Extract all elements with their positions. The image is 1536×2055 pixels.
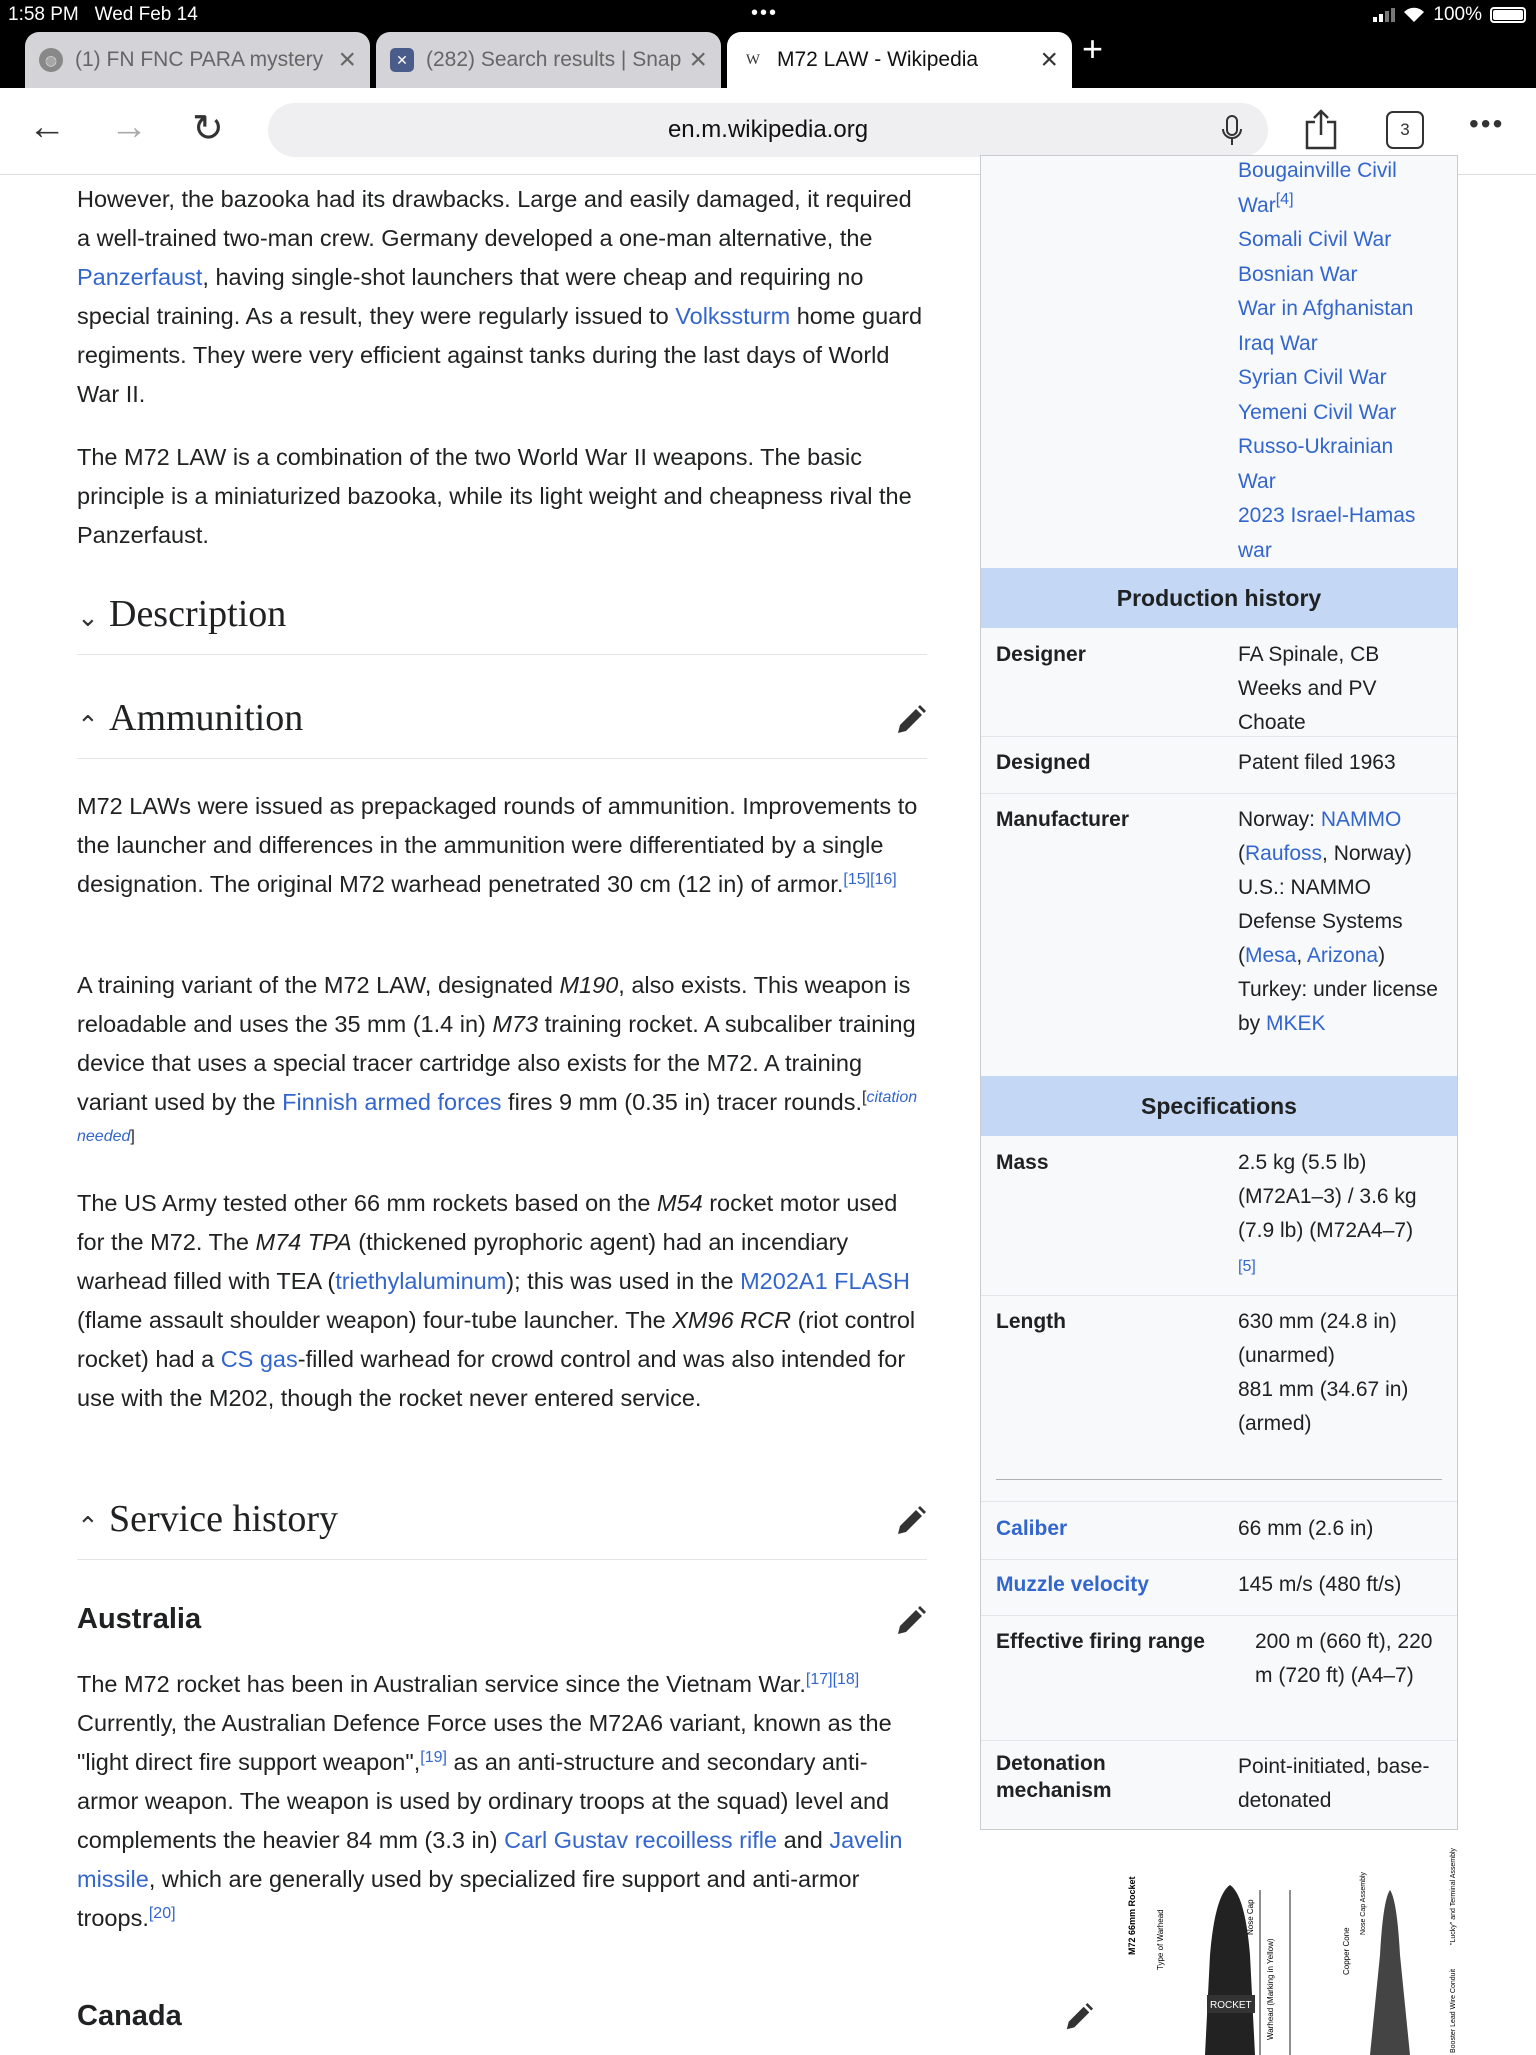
wikipedia-icon: W <box>745 51 761 68</box>
link-israel-hamas-war[interactable]: 2023 Israel-Hamas <box>1238 504 1416 527</box>
rocket-diagram-image[interactable] <box>1115 1847 1465 2055</box>
heading-australia: Australia <box>77 1603 202 1635</box>
infobox-row-caliber: Caliber 66 mm (2.6 in) <box>981 1501 1457 1560</box>
link-bougainville-war[interactable]: Bougainville Civil War <box>1238 159 1397 217</box>
paragraph-m72-combination: The M72 LAW is a combination of the two World War II weapons. The basic principle is a miniaturized bazooka, while its light weight and cheapness rival the Panzerfaust. <box>77 444 912 548</box>
edit-pencil-icon[interactable] <box>895 1505 927 1537</box>
diagram-label-nose: Nose Cap <box>1246 1899 1255 1935</box>
globe-icon: ◍ <box>39 48 63 72</box>
battery-icon <box>1490 7 1526 23</box>
browser-chrome <box>0 0 1536 174</box>
edit-pencil-icon[interactable] <box>1064 2002 1094 2032</box>
infobox-row-manufacturer: Manufacturer Norway: NAMMO (Raufoss, Norway) U.S.: NAMMO Defense Systems (Mesa, Arizona) Turkey: under license by MKEK <box>996 808 1438 1035</box>
edit-pencil-icon[interactable] <box>895 1605 927 1637</box>
link-syrian-civil-war[interactable]: Syrian Civil War <box>1238 366 1387 389</box>
tab-count-button[interactable]: 3 <box>1386 111 1424 149</box>
diagram-label-marking: Warhead (Marking in Yellow) <box>1266 1938 1275 2040</box>
link-somali-civil-war[interactable]: Somali Civil War <box>1238 228 1392 251</box>
share-icon[interactable] <box>1303 108 1339 152</box>
link-israel-hamas-war-2[interactable]: war <box>1238 538 1272 562</box>
address-bar[interactable]: en.m.wikipedia.org <box>268 103 1268 157</box>
link-javelin-missile[interactable]: Javelin missile <box>77 1827 903 1892</box>
signal-icon <box>1373 8 1395 22</box>
infobox-row-detonation: Detonation mechanism Point-initiated, base-detonated <box>996 1752 1430 1812</box>
link-m202a1-flash[interactable]: M202A1 FLASH <box>740 1268 910 1294</box>
infobox-header-specifications: Specifications <box>981 1076 1457 1136</box>
link-panzerfaust[interactable]: Panzerfaust <box>77 264 203 290</box>
tab-strip <box>0 30 1536 88</box>
infobox-row-mass: Mass 2.5 kg (5.5 lb) (M72A1–3) / 3.6 kg (7.9 lb) (M72A4–7) [5] <box>981 1136 1457 1296</box>
ref-17[interactable]: [17] <box>805 1671 833 1688</box>
ref-18[interactable]: [18] <box>832 1671 860 1688</box>
ref-5[interactable]: [5] <box>1238 1258 1256 1275</box>
heading-canada: Canada <box>77 2000 182 2032</box>
ref-4[interactable]: [4] <box>1275 190 1294 208</box>
ref-15[interactable]: [15] <box>843 871 871 888</box>
battery-percent: 100% <box>1433 4 1482 25</box>
paragraph-ammunition: M72 LAWs were issued as prepackaged rounds of ammunition. Improvements to the launcher and differences in the ammunition were differentiated by a single designation. The original M72 warhead penetrated 30 cm (12 in) of armor.[15][16] <box>77 793 918 897</box>
diagram-label-warhead: Type of Warhead <box>1156 1909 1165 1970</box>
section-ammunition[interactable] <box>77 688 927 759</box>
paragraph-training-variant: A training variant of the M72 LAW, designated M190, also exists. This weapon is reloadable and uses the 35 mm (1.4 in) M73 training rocket. A subcaliber training device that uses a special tracer cartridge also exists for the M72. A training variant used by the Finnish armed forces fires 9 mm (0.35 in) tracer rounds.[citation needed] <box>77 972 918 1145</box>
chevron-up-icon[interactable]: ⌃ <box>77 710 99 740</box>
link-yemeni-civil-war[interactable]: Yemeni Civil War <box>1238 400 1397 424</box>
link-arizona[interactable]: Arizona <box>1306 944 1379 967</box>
tab-fnc-para[interactable] <box>25 32 370 88</box>
infobox-divider <box>996 1479 1442 1480</box>
link-russo-ukrainian-war[interactable]: Russo-Ukrainian <box>1238 435 1394 458</box>
infobox <box>980 155 1458 1830</box>
infobox-header-production: Production history <box>981 568 1457 628</box>
wifi-icon <box>1403 7 1425 23</box>
edit-pencil-icon[interactable] <box>895 704 927 736</box>
link-raufoss[interactable]: Raufoss <box>1245 842 1323 865</box>
infobox-row-length: Length 630 mm (24.8 in) (unarmed) 881 mm (34.67 in) (armed) <box>996 1310 1409 1435</box>
link-caliber[interactable]: Caliber <box>996 1517 1068 1540</box>
status-right <box>1373 4 1526 26</box>
ref-20[interactable]: [20] <box>148 1905 176 1922</box>
section-description[interactable] <box>77 584 927 655</box>
reload-icon[interactable]: ↻ <box>192 108 224 150</box>
microphone-icon[interactable] <box>1220 114 1244 148</box>
link-mkek[interactable]: MKEK <box>1266 1012 1326 1035</box>
paragraph-bazooka: However, the bazooka had its drawbacks. Large and easily damaged, it required a well-trained two-man crew. Germany developed a one-man alternative, the Panzerfaust, having single-shot launchers that were cheap and requiring no special training. As a result, they were regularly issued to Volkssturm home guard regiments. They were very efficient against tanks during the last days of World War II. <box>77 186 923 407</box>
link-volkssturm[interactable]: Volkssturm <box>675 303 791 329</box>
link-cs-gas[interactable]: CS gas <box>220 1346 298 1372</box>
diagram-label-rocket: M72 66mm Rocket <box>1127 1876 1137 1955</box>
app-icon: ✕ <box>390 48 414 72</box>
link-triethylaluminum[interactable]: triethylaluminum <box>335 1268 507 1294</box>
ref-19[interactable]: [19] <box>420 1749 447 1766</box>
heading-description: Description <box>109 593 287 635</box>
tab-search-results[interactable] <box>376 32 721 88</box>
diagram-label-lucky: "Lucky" and Terminal Assembly <box>1450 1847 1457 1945</box>
diagram-label-cone: Copper Cone <box>1342 1927 1351 1975</box>
page-content <box>0 159 1536 2053</box>
diagram-label-nose-assembly: Nose Cap Assembly <box>1360 1871 1367 1935</box>
infobox-row-effective-range: Effective firing range 200 m (660 ft), 220 m (720 ft) (A4–7) <box>981 1615 1457 1741</box>
paragraph-other-rockets: The US Army tested other 66 mm rockets based on the M54 rocket motor used for the M72. The M74 TPA (thickened pyrophoric agent) had an incendiary warhead filled with TEA (triethylaluminum); this was used in the M202A1 FLASH (flame assault shoulder weapon) four-tube launcher. The XM96 RCR (riot control rocket) had a CS gas-filled warhead for crowd control and was also intended for use with the M202, though the rocket never entered service. <box>77 1190 916 1411</box>
forward-icon[interactable]: → <box>110 106 148 148</box>
link-carl-gustav[interactable]: Carl Gustav recoilless rifle <box>504 1827 778 1853</box>
section-service-history[interactable] <box>77 1489 927 1560</box>
status-bar <box>0 0 1536 30</box>
chevron-down-icon[interactable]: ⌄ <box>77 602 99 632</box>
close-tab-icon[interactable]: × <box>689 43 707 76</box>
infobox-row-designer: Designer FA Spinale, CB Weeks and PV Choate <box>981 628 1457 737</box>
citation-needed-link[interactable]: citation needed <box>77 1089 918 1145</box>
status-time: 1:58 PM Wed Feb 14 <box>8 4 198 25</box>
multitask-dots-icon[interactable]: ••• <box>751 2 779 24</box>
infobox-row-designed: Designed Patent filed 1963 <box>981 736 1457 794</box>
ref-16[interactable]: [16] <box>870 871 897 888</box>
link-iraq-war[interactable]: Iraq War <box>1238 331 1318 355</box>
chevron-up-icon[interactable]: ⌃ <box>77 1511 99 1541</box>
link-mesa[interactable]: Mesa <box>1245 944 1297 967</box>
diagram-label-booster: Booster Lead Wire Conduit <box>1450 1968 1457 2053</box>
link-russo-ukrainian-war-2[interactable]: War <box>1238 469 1276 493</box>
link-muzzle-velocity[interactable]: Muzzle velocity <box>996 1573 1149 1596</box>
tab-title: M72 LAW - Wikipedia <box>777 48 979 71</box>
link-bosnian-war[interactable]: Bosnian War <box>1238 262 1358 286</box>
link-finnish-armed-forces[interactable]: Finnish armed forces <box>282 1089 502 1115</box>
link-nammo[interactable]: NAMMO <box>1320 808 1402 831</box>
diagram-label-rocket-he: ROCKET HE <box>1210 2000 1269 2011</box>
close-tab-icon[interactable]: × <box>338 43 356 76</box>
paragraph-australia: The M72 rocket has been in Australian service since the Vietnam War.[17][18] Currently, the Australian Defence Force uses the M72A6 variant, known as the "light direct fire support weapon",[19] as an anti-structure and secondary anti-armor weapon. The weapon is used by ordinary troops at the squad) level and complements the heavier 84 mm (3.3 in) Carl Gustav recoilless rifle and Javelin missile, which are generally used by specialized fire support and anti-armor troops.[20] <box>77 1671 903 1931</box>
link-war-in-afghanistan[interactable]: War in Afghanistan <box>1238 297 1414 320</box>
heading-ammunition: Ammunition <box>109 697 304 739</box>
more-options-icon[interactable]: ••• <box>1469 108 1505 139</box>
infobox-row-muzzle-velocity: Muzzle velocity 145 m/s (480 ft/s) <box>981 1558 1457 1616</box>
heading-service-history: Service history <box>109 1498 339 1540</box>
tab-title: (282) Search results | Snap <box>426 48 682 71</box>
back-icon[interactable]: ← <box>28 106 66 148</box>
wars-list <box>1238 154 1457 568</box>
new-tab-icon[interactable]: + <box>1082 28 1104 69</box>
tab-m72-law[interactable] <box>727 32 1072 88</box>
close-tab-icon[interactable]: × <box>1040 43 1058 76</box>
tab-title: (1) FN FNC PARA mystery <box>75 48 324 71</box>
